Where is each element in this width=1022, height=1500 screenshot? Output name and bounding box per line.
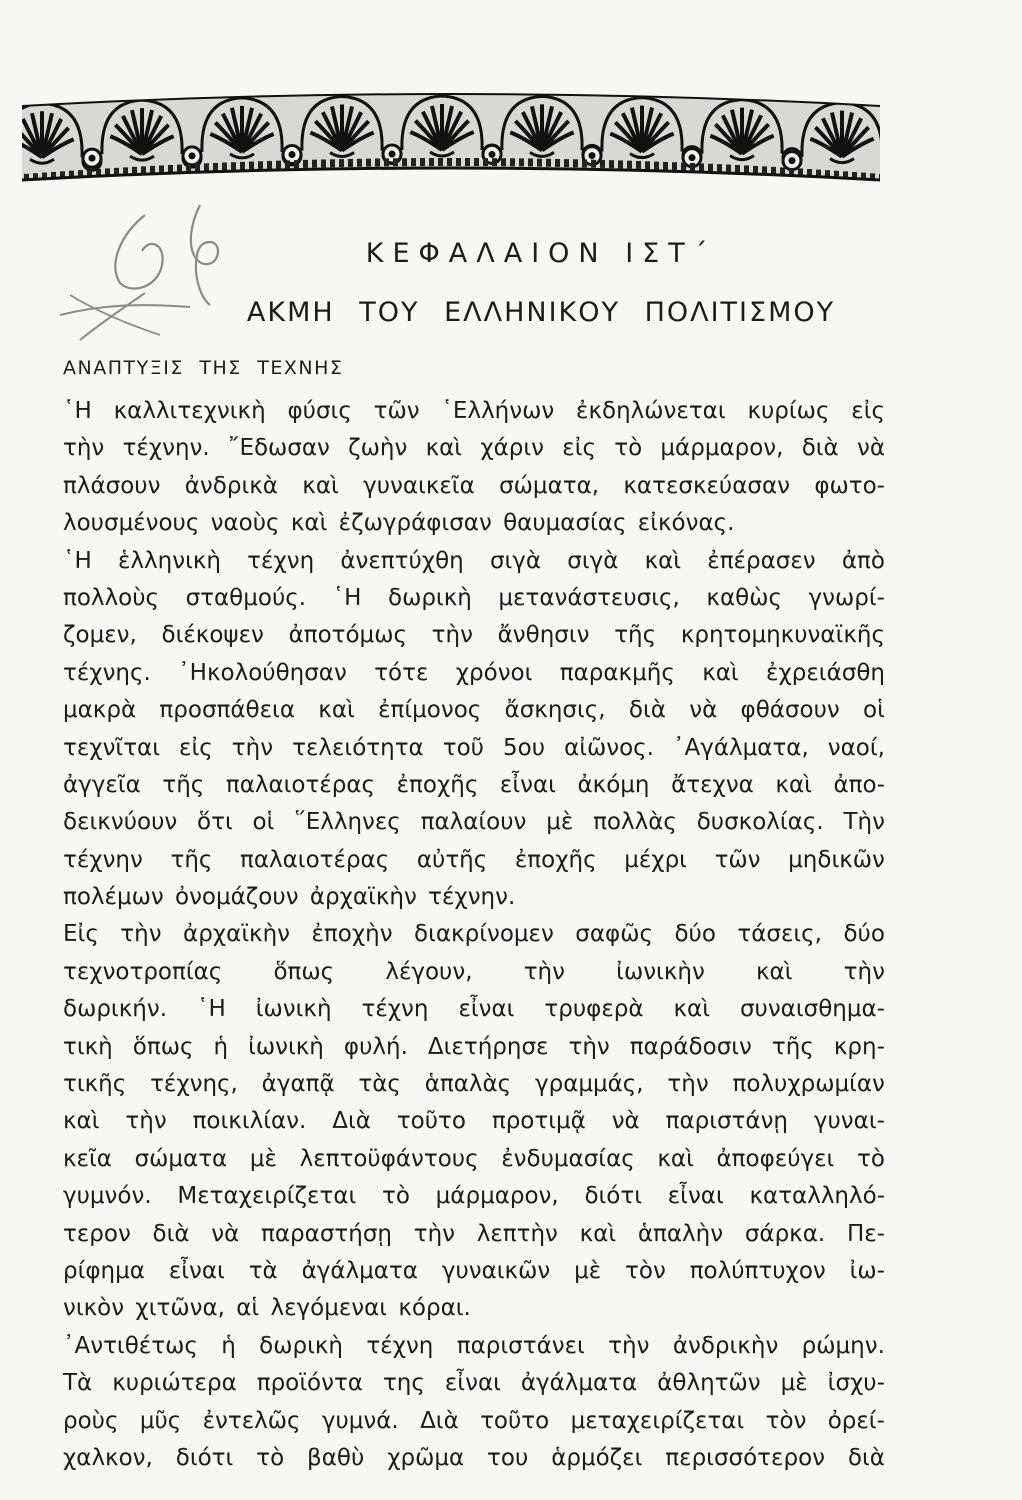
text-line: Εἰς τὴν ἀρχαϊκὴν ἐποχὴν διακρίνομεν σαφῶς δύο τάσεις, δύο bbox=[63, 921, 885, 948]
bead-mark bbox=[627, 161, 632, 169]
bead-mark bbox=[582, 159, 587, 167]
bead-mark bbox=[501, 158, 506, 166]
bead-mark bbox=[258, 161, 263, 169]
text-line: τεχνοτροπίας ὅπως λέγουν, τὴν ἰωνικὴν καὶ τὴν bbox=[63, 958, 885, 985]
bead-mark bbox=[519, 158, 524, 166]
text-line: μακρὰ προσπάθεια καὶ ἐπίμονος ἄσκησις, διὰ νὰ φθάσουν οἱ bbox=[63, 697, 885, 724]
bead-mark bbox=[366, 159, 371, 167]
bead-mark bbox=[618, 160, 623, 168]
bead-mark bbox=[492, 158, 497, 166]
bead-mark bbox=[546, 159, 551, 167]
bead-mark bbox=[339, 159, 344, 167]
bead-mark bbox=[672, 162, 677, 170]
bead-mark bbox=[717, 164, 722, 172]
text-line: λουσμένους ναοὺς καὶ ἐζωγράφισαν θαυμασίας εἰκόνας. bbox=[63, 510, 735, 537]
bead-mark bbox=[465, 158, 470, 166]
bead-mark bbox=[231, 162, 236, 170]
bead-mark bbox=[249, 162, 254, 170]
bead-mark bbox=[699, 163, 704, 171]
bead-mark bbox=[186, 164, 191, 172]
bead-mark bbox=[654, 162, 659, 170]
bead-mark bbox=[474, 158, 479, 166]
bead-mark bbox=[294, 160, 299, 168]
text-line: χαλκον, διότι τὸ βαθὺ χρῶμα του ἁρμόζει περισσότερον διὰ bbox=[63, 1444, 885, 1471]
text-line: πλάσουν ἀνδρικὰ καὶ γυναικεῖα σώματα, κατεσκεύασαν φωτο- bbox=[63, 472, 885, 499]
bead-mark bbox=[429, 158, 434, 166]
bead-mark bbox=[564, 159, 569, 167]
bead-mark bbox=[321, 159, 326, 167]
text-line: τέχνην τῆς παλαιοτέρας αὐτῆς ἐποχῆς μέχρι τῶν μηδικῶν bbox=[63, 846, 885, 873]
bead-mark bbox=[645, 161, 650, 169]
bead-mark bbox=[591, 160, 596, 168]
text-line: δεικνύουν ὅτι οἱ ῞Ελληνες παλαίουν μὲ πολλὰς δυσκολίας. Τὴν bbox=[63, 809, 885, 836]
text-line: τερον διὰ νὰ παραστήσῃ τὴν λεπτὴν καὶ ἁπαλὴν σάρκα. Πε- bbox=[63, 1220, 885, 1247]
palmette-frieze-ornament bbox=[22, 88, 880, 198]
bead-mark bbox=[348, 159, 353, 167]
text-line: δωρικήν. ῾Η ἰωνικὴ τέχνη εἶναι τρυφερὰ καὶ συναισθημα- bbox=[63, 996, 885, 1023]
text-line: νικὸν χιτῶνα, αἱ λεγόμεναι κόραι. bbox=[63, 1295, 471, 1322]
chapter-title: ΑΚΜΗ ΤΟΥ ΕΛΛΗΝΙΚΟΥ ΠΟΛΙΤΙΣΜΟΥ bbox=[246, 297, 836, 328]
body-text bbox=[63, 393, 885, 1477]
text-line: ροὺς μῦς ἐντελῶς γυμνά. Διὰ τοῦτο μεταχειρίζεται τὸν ὀρεί- bbox=[63, 1407, 885, 1434]
bead-mark bbox=[438, 158, 443, 166]
bead-mark bbox=[330, 159, 335, 167]
bead-mark bbox=[726, 165, 731, 173]
bead-mark bbox=[690, 163, 695, 171]
bead-mark bbox=[456, 158, 461, 166]
text-line: ῾Η καλλιτεχνικὴ φύσις τῶν ῾Ελλήνων ἐκδηλώνεται κυρίως εἰς bbox=[63, 398, 885, 424]
bead-mark bbox=[312, 160, 317, 168]
text-line: καὶ τὴν ποικιλίαν. Διὰ τοῦτο προτιμᾷ νὰ παριστάνῃ γυναι- bbox=[63, 1108, 885, 1135]
chapter-number: ΚΕΦΑΛΑΙΟΝ ΙΣΤ΄ bbox=[365, 238, 717, 269]
text-line: ρίφημα εἶναι τὰ ἀγάλματα γυναικῶν μὲ τὸν πολύπτυχον ἰω- bbox=[63, 1257, 885, 1284]
bead-mark bbox=[213, 163, 218, 171]
bead-mark bbox=[510, 158, 515, 166]
bead-mark bbox=[222, 163, 227, 171]
text-line: κεῖα σώματα μὲ λεπτοϋφάντους ἐνδυμασίας καὶ ἀποφεύγει τὸ bbox=[63, 1145, 885, 1172]
text-line: τικὴ ὅπως ἡ ἰωνικὴ φυλή. Διετήρησε τὴν παράδοσιν τῆς κρη- bbox=[63, 1033, 885, 1060]
bead-mark bbox=[303, 160, 308, 168]
bead-mark bbox=[204, 163, 209, 171]
bead-mark bbox=[483, 158, 488, 166]
bead-mark bbox=[708, 164, 713, 172]
bead-mark bbox=[375, 159, 380, 167]
bead-mark bbox=[537, 159, 542, 167]
text-line: πολέμων ὀνομάζουν ἀρχαϊκὴν τέχνην. bbox=[63, 884, 516, 911]
bead-mark bbox=[240, 162, 245, 170]
bead-mark bbox=[636, 161, 641, 169]
handwritten-pencil-marks bbox=[50, 195, 260, 355]
bead-mark bbox=[195, 164, 200, 172]
bead-mark bbox=[609, 160, 614, 168]
text-line: τεχνῖται εἰς τὴν τελειότητα τοῦ 5ου αἰῶνος. ᾿Αγάλματα, ναοί, bbox=[63, 734, 885, 761]
bead-mark bbox=[357, 159, 362, 167]
text-line: γυμνόν. Μεταχειρίζεται τὸ μάρμαρον, διότι εἶναι καταλληλό- bbox=[63, 1183, 885, 1210]
bead-mark bbox=[393, 158, 398, 166]
bead-mark bbox=[681, 163, 686, 171]
bead-mark bbox=[276, 161, 281, 169]
bead-mark bbox=[447, 158, 452, 166]
bead-mark bbox=[411, 158, 416, 166]
bead-mark bbox=[663, 162, 668, 170]
bead-mark bbox=[528, 159, 533, 167]
text-line: ᾿Αντιθέτως ἡ δωρικὴ τέχνη παριστάνει τὴν ἀνδρικὴν ρώμην. bbox=[63, 1332, 885, 1359]
text-line: ἀγγεῖα τῆς παλαιοτέρας ἐποχῆς εἶναι ἀκόμη ἄτεχνα καὶ ἀπο- bbox=[63, 771, 885, 798]
text-line: Τὰ κυριώτερα προϊόντα της εἶναι ἀγάλματα ἀθλητῶν μὲ ἰσχυ- bbox=[63, 1370, 885, 1397]
text-line: ῾Η ἑλληνικὴ τέχνη ἀνεπτύχθη σιγὰ σιγὰ καὶ ἐπέρασεν ἀπὸ bbox=[63, 547, 885, 574]
bead-mark bbox=[573, 159, 578, 167]
text-line: τέχνης. ᾿Ηκολούθησαν τότε χρόνοι παρακμῆς καὶ ἐχρειάσθη bbox=[63, 659, 885, 686]
text-line: ζομεν, διέκοψεν ἀποτόμως τὴν ἄνθησιν τῆς κρητομηκυναϊκῆς bbox=[63, 622, 885, 649]
bead-mark bbox=[555, 159, 560, 167]
bead-mark bbox=[285, 160, 290, 168]
text-line: τικῆς τέχνης, ἀγαπᾷ τὰς ἁπαλὰς γραμμάς, τὴν πολυχρωμίαν bbox=[63, 1071, 885, 1098]
text-line: πολλοὺς σταθμούς. ῾Η δωρικὴ μετανάστευσις, καθὼς γνωρί- bbox=[63, 584, 885, 611]
bead-mark bbox=[600, 160, 605, 168]
bead-mark bbox=[420, 158, 425, 166]
bead-mark bbox=[267, 161, 272, 169]
text-line: τὴν τέχνην. ῎Εδωσαν ζωὴν καὶ χάριν εἰς τὸ μάρμαρον, διὰ νὰ bbox=[63, 435, 885, 462]
section-heading: ΑΝΑΠΤΥΞΙΣ ΤΗΣ ΤΕΧΝΗΣ bbox=[63, 357, 344, 379]
bead-mark bbox=[384, 158, 389, 166]
bead-mark bbox=[402, 158, 407, 166]
